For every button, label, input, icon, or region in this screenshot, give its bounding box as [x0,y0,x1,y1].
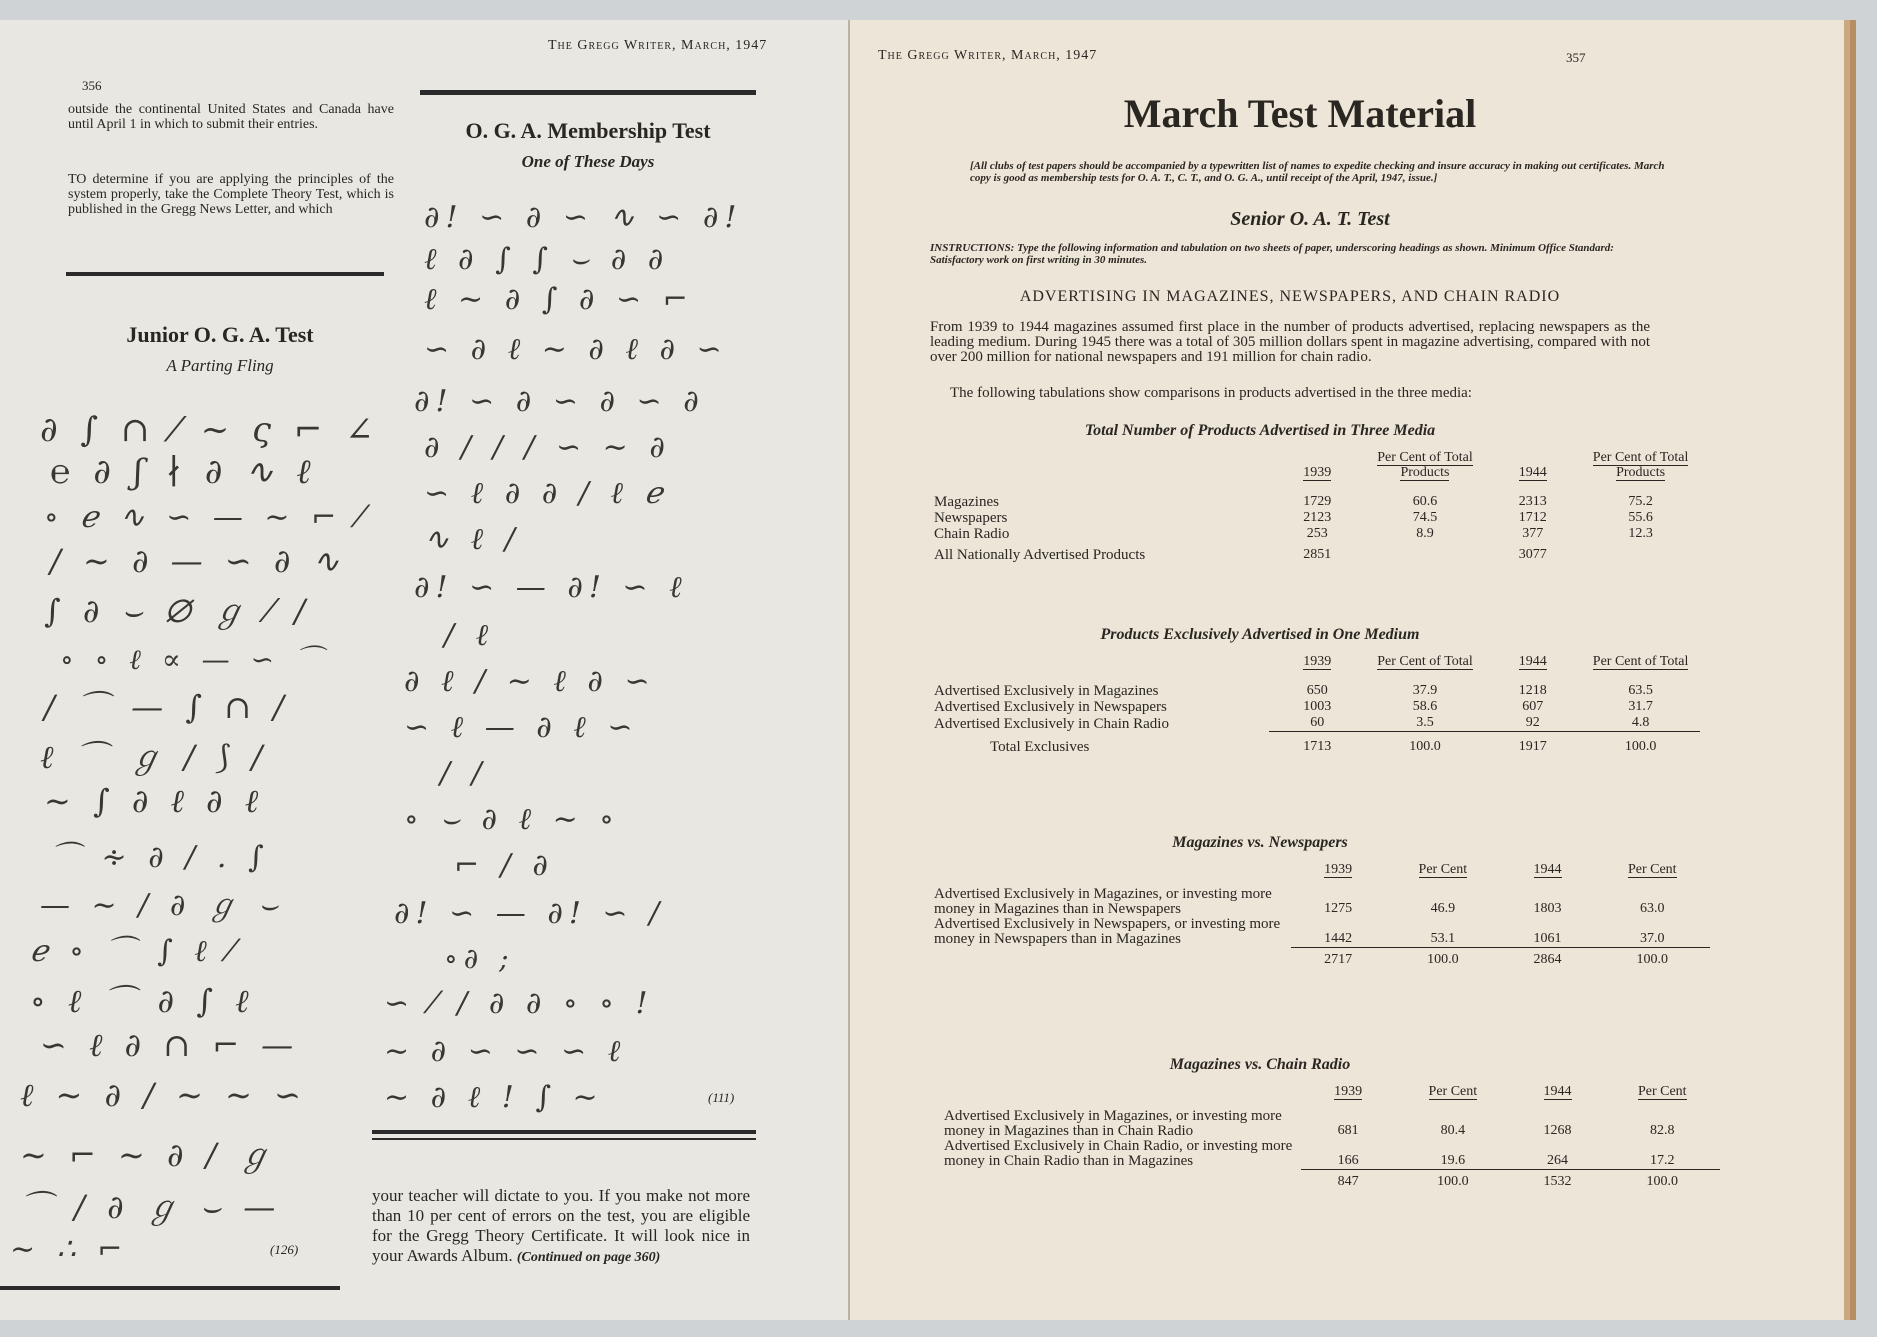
divider-rule [372,1138,756,1140]
table-row: Advertised Exclusively in Newspapers 1003 58.6 607 31.7 [934,699,1653,715]
table1-title: Total Number of Products Advertised in Three Media [1084,422,1436,439]
right-page-number: 357 [1566,50,1586,65]
table1 [930,450,1700,563]
table1-header: 1939 [1303,465,1332,480]
section-title: Senior O. A. T. Test [1230,208,1390,230]
table1-header: 1944 [1518,465,1547,480]
table4-title: Magazines vs. Chain Radio [1169,1056,1351,1073]
article-title: ADVERTISING IN MAGAZINES, NEWSPAPERS, AND CHAIN RADIO [1019,288,1561,305]
membership-test-title: O. G. A. Membership Test [465,118,711,143]
table-row: Advertised Exclusively in Chain Radio, or investing more money in Chain Radio than in Magazines 166 19.6 264 17.2 [940,1139,1720,1169]
divider-rule [420,90,756,95]
table-total-row: All Nationally Advertised Products 2851 3077 [934,547,1547,563]
continued-note: (Continued on page 360) [516,1250,661,1265]
table-row: Advertised Exclusively in Magazines, or investing more money in Magazines than in Newspapers 1275 46.9 1803 63.0 [934,886,1665,917]
table-row: Advertised Exclusively in Chain Radio 60 3.5 92 4.8 [930,715,1700,732]
table-row: Advertised Exclusively in Newspapers, or investing more money in Newspapers than in Magazines 1442 53.1 1061 37.0 [930,917,1710,947]
table2-title: Products Exclusively Advertised in One Medium [1100,626,1420,643]
right-running-head: The Gregg Writer, March, 1947 [878,48,1098,63]
instructions: INSTRUCTIONS: Type the following information and tabulation on two sheets of paper, underscoring headings as shown. Minimum Office Standard: Satisfactory work on first writing in 30 minutes. [930,242,1614,266]
table3: 1939 Per Cent 1944 Per Cent Advertised Exclusively in Magazines, or investing more money in Magazines than in Newspapers 1275 46.9 1803 63.0 Advertised Exclusively in Newspapers, or investing more money in Newspapers than in Magazines 1442 53.1 1061 37.0 2717 100.0 2864 100.0 [930,862,1710,968]
table1-header: Per Cent of Total Products [1377,450,1473,480]
continuation-paragraph: your teacher will dictate to you. If you make not more than 10 per cent of errors on the test, you are eligible for the Gregg Theory Certificate. It will look nice in your Awards Album. (Continued on page 360) [372,1186,750,1265]
table1-header: Per Cent of Total Products [1592,450,1689,480]
table-total-row: 2717 100.0 2864 100.0 [1324,951,1669,967]
table-row: Advertised Exclusively in Magazines 650 37.9 1218 63.5 [934,683,1653,699]
table3-title: Magazines vs. Newspapers [1172,834,1348,851]
paragraph-1: From 1939 to 1944 magazines assumed first place in the number of products advertised, replacing newspapers as the leading medium. During 1945 there was a total of 305 million dollars spent in magazine advertising, compared with not over 200 million for national newspapers and 191 million for chain radio. [930,319,1650,365]
table-row: Chain Radio 253 8.9 377 12.3 [934,526,1653,542]
left-page: The Gregg Writer, March, 1947 356 outside the continental United States and Canada have until April 1 in which to submit their entries. TO determine if you are applying the principles of the system properly, take the Complete Theory Test, which is published in the Gregg News Letter, and which Junior O. G. A. Test A Parting Fling O. G. A. Membership Test One of These Days ∂ ∫ ∩ ⁄ ~ ς ⌐ ∠ ℮ ∂ ʃ ∤ ∂ ∿ ℓ ∘ ℯ ∿ ∽ — ∼ ⌐ ⁄ ∕ ∼ ∂ — ∽ ∂ ∿ ∫ ∂ ⌣ ∅ ℊ ⁄ ∕ ∘ ∘ ℓ ∝ — ∽ ⌒ ∕ ⌒ — ∫ ∩ ∕ ℓ ⌒ ℊ ∕ ⟆ ∕ ∼ ∫ ∂ ℓ ∂ ℓ ⌒ ∻ ∂ ∕ . ∫ — ∼ ∕ ∂ ℊ ⌣ ℯ ∘ ⌒ ∫ ℓ ⁄ ∘ ℓ ⌒ ∂ ∫ ℓ ∽ ℓ ∂ ∩ ⌐ — ℓ ∼ ∂ ∕ ∼ ∼ ∽ ∼ ⌐ ∼ ∂ ∕ ℊ ⌒ ∕ ∂ ℊ ⌣ — ∼ ∴ ⌐ (126) ∂! ∽ ∂ ∽ ∿ ∽ ∂! ℓ ∂ ∫ ∫ ⌣ ∂ ∂ ℓ ∼ ∂ ∫ ∂ ∽ ⌐ ∽ ∂ ℓ ∼ ∂ ℓ ∂ ∽ ∂! ∽ ∂ ∽ ∂ ∽ ∂ ∂ ∕ ∕ ∕ ∽ ∼ ∂ ∽ ℓ ∂ ∂ ∕ ℓ ℯ ∿ ℓ ∕ ∂! ∽ — ∂! ∽ ℓ ∕ ℓ ∂ ℓ ∕ ∼ ℓ ∂ ∽ ∽ ℓ — ∂ ℓ ∽ ∕ ∕ ∘ ⌣ ∂ ℓ ∼ ∘ ⌐ ∕ ∂ ∂! ∽ — ∂! ∽ ∕ ∘∂ ; ∽ ⁄ ∕ ∂ ∂ ∘ ∘ ! ∼ ∂ ∽ ∽ ∽ ℓ ∼ ∂ ℓ ! ∫ ∼ (111) your teacher will dictate to you. If you make not more than 10 per cent of errors on the test, you are eligible for the Gregg Theory Certificate. It will look nice in your Awards Album. (Continued on page 360) [0,20,862,1320]
table-row: Magazines 1729 60.6 2313 75.2 [934,494,1653,510]
table-total-row: Total Exclusives 1713 100.0 1917 100.0 [990,738,1657,755]
table-total-row: 847 100.0 1532 100.0 [1337,1173,1679,1189]
right-page [848,20,1844,1320]
divider-rule [0,1286,340,1290]
table2: 1939 Per Cent of Total 1944 Per Cent of Total Advertised Exclusively in Magazines 650 37.9 1218 63.5 Advertised Exclusively in Newspapers 1003 58.6 607 31.7 Advertised Exclusively in Chain Radio 60 3.5 92 4.8 Total Exclusives 1713 100.0 1917 100.0 [930,654,1700,755]
divider-rule [66,272,384,276]
junior-test-title: Junior O. G. A. Test [126,322,314,347]
divider-rule [372,1130,756,1134]
intro-paragraph-2: TO determine if you are applying the principles of the system properly, take the Complete Theory Test, which is published in the Gregg News Letter, and which [68,172,394,217]
table4: 1939 Per Cent 1944 Per Cent Advertised Exclusively in Magazines, or investing more money in Magazines than in Chain Radio 681 80.4 1268 82.8 Advertised Exclusively in Chain Radio, or investing more money in Chain Radio than in Magazines 166 19.6 264 17.2 847 100.0 1532 100.0 [940,1084,1720,1190]
left-running-head: The Gregg Writer, March, 1947 [548,38,768,53]
table-row: Advertised Exclusively in Magazines, or investing more money in Magazines than in Chain Radio 681 80.4 1268 82.8 [944,1108,1675,1139]
junior-test-subtitle: A Parting Fling [166,356,274,375]
word-count-junior: (126) [270,1242,299,1257]
club-note: [All clubs of test papers should be accompanied by a typewritten list of names to expedite checking and insure accuracy in making out certificates. March copy is good as membership tests for O. A. T., C. T., and O. G. A., until receipt of the April, 1947, issue.] [970,160,1665,184]
paragraph-2: The following tabulations show comparisons in products advertised in the three media: [950,385,1472,401]
word-count-membership: (111) [708,1090,735,1105]
left-page-number: 356 [82,78,102,93]
page-title: March Test Material [1123,91,1477,136]
membership-test-subtitle: One of These Days [521,152,655,171]
table-row: Newspapers 2123 74.5 1712 55.6 [934,510,1653,526]
intro-paragraph-1: outside the continental United States and Canada have until April 1 in which to submit their entries. [68,102,394,132]
